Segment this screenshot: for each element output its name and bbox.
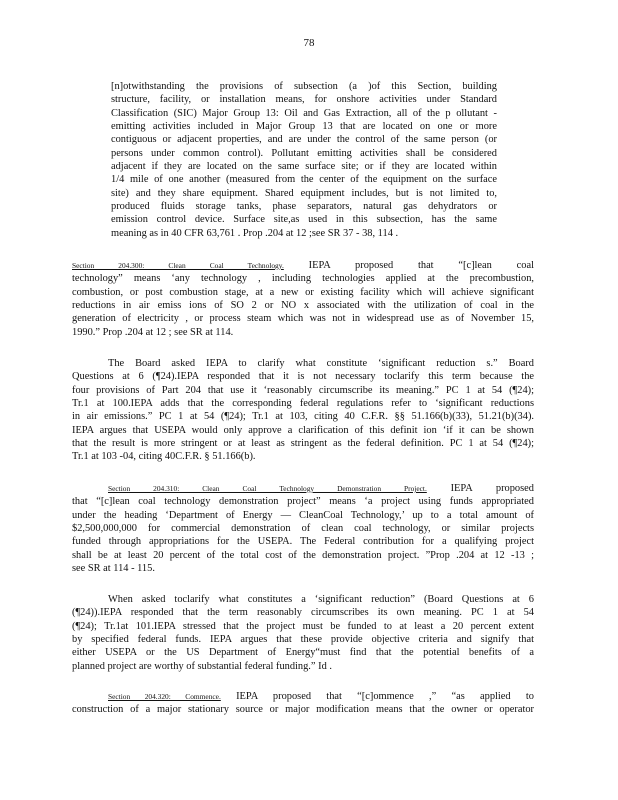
text-line: emission control device. Surface site,as used in this subsection, has the same (111, 214, 497, 226)
text-line: funded through appropriations for the USEPA. The Federal contribution for a qualifying project (72, 536, 534, 548)
section-204-310 (72, 482, 534, 575)
text-line: When asked toclarify what constitutes a ‘significant reduction” (Board Questions at 6 (108, 594, 534, 605)
text-line: adjacent if they are located on the same surface site; or if they are located within (111, 161, 497, 173)
text-line: IEPA argues that USEPA would only approve a clarification of this definit ion ‘if it can be shown (72, 424, 534, 436)
section-first-line (72, 482, 534, 495)
text-line: [n]otwithstanding the provisions of subsection (a )of this Section, building (111, 81, 497, 92)
section-204-320 (72, 690, 534, 717)
text-line: persons under common control). Pollutant emitting activities shall be considered (111, 147, 497, 159)
text-line: four provisions of Part 204 that use it ‘reasonably circumscribe its meaning.” PC 1 at 54 (¶24); (72, 384, 534, 396)
text-line: either USEPA or the US Department of Energy“must find that the potential benefits of a (72, 647, 534, 659)
paragraph-when-asked (72, 593, 534, 673)
text-line: in air emissions.” PC 1 at 54 (¶24); Tr.1 at 103, citing 40 C.F.R. §§ 51.166(b)(33), 51.21(b)(34). (72, 411, 534, 423)
text-line: emitting activities included in Major Group 13 that are located on one or more (111, 121, 497, 133)
text-line: technology” means ‘any technology , including technologies applied at the precombustion, (72, 273, 534, 285)
text-line: 1/4 mile of one another (measured from the center of the equipment on the surface (111, 174, 497, 186)
text-line: The Board asked IEPA to clarify what constitute ‘significant reduction s.” Board (108, 358, 534, 369)
text-line: (¶24)).IEPA responded that the term reasonably circumscribes its own meaning. PC 1 at 54 (72, 607, 534, 619)
text-line: see SR at 114 - 115. (72, 563, 155, 575)
section-first-line (72, 690, 534, 703)
text-line: construction of a major stationary source or major modification means that the owner or operator (72, 704, 534, 716)
text-line: Classification (SIC) Major Group 13: Oil and Gas Extraction, all of the p ollutant - (111, 107, 497, 119)
text-line: $2,500,000,000 for commercial demonstration of clean coal technology, or similar projects (72, 523, 534, 535)
text-line: 1990.” Prop .204 at 12 ; see SR at 114. (72, 326, 234, 338)
text-line: IEPA proposed that “[c]ommence ,” “as applied to (236, 691, 534, 702)
text-line: structure, facility, or installation means, for onshore activities under Standard (111, 94, 497, 106)
section-heading: Section 204.320: Commence. (108, 692, 221, 701)
text-line: that “[c]lean coal technology demonstration project” means ‘a project using funds appropriated (72, 496, 534, 508)
section-heading: Section 204.310: Clean Coal Technology Demonstration Project. (108, 484, 427, 493)
section-204-300 (72, 259, 534, 339)
text-line: Questions at 6 (¶24).IEPA responded that it is not necessary toclarify this term because the (72, 371, 534, 383)
text-line: Tr.1 at 103 -04, citing 40C.F.R. § 51.166(b). (72, 451, 256, 463)
text-line: IEPA proposed (450, 483, 534, 494)
text-line: reductions in air emiss ions of SO 2 or NO x associated with the utilization of coal in the (72, 300, 534, 312)
text-line: under the heading ‘Department of Energy — CleanCoal Technology,’ up to a total amount of (72, 509, 534, 521)
text-line: contiguous or adjacent properties, and are under the control of the same person (or (111, 134, 497, 146)
text-line: combustion, or post combustion stage, at a new or existing facility which will achieve significant (72, 286, 534, 298)
text-line: IEPA proposed that “[c]lean coal (308, 260, 534, 271)
page-number: 78 (303, 37, 315, 49)
text-line: produced fluids storage tanks, phase separators, natural gas dehydrators or (111, 201, 497, 213)
section-heading: Section 204.300: Clean Coal Technology. (72, 261, 284, 270)
quoted-definition (111, 80, 497, 240)
text-line: planned project are worthy of substantial federal funding.” Id . (72, 660, 332, 672)
text-line: shall be at least 20 percent of the total cost of the demonstration project. ”Prop .204 at 12 -13 ; (72, 549, 534, 561)
paragraph-board-asked (72, 357, 534, 464)
text-line: that the result is more stringent or at least as stringent as the federal definition. PC 1 at 54 (¶24); (72, 438, 534, 450)
text-line: (¶24); Tr.1at 101.IEPA stressed that the project must be funded to at least a 20 percent extent (72, 620, 534, 632)
text-line: site) and they share equipment. Shared equipment includes, but is not limited to, (111, 187, 497, 199)
section-first-line (72, 259, 534, 272)
text-line: Tr.1 at 100.IEPA adds that the corresponding federal regulations refer to ‘significant reductions (72, 398, 534, 410)
text-line: by specified federal funds. IEPA argues that these provide objective criteria and signify that (72, 634, 534, 646)
text-line: meaning as in 40 CFR 63,761 . Prop .204 at 12 ;see SR 37 - 38, 114 . (111, 227, 399, 239)
text-line: generation of electricity , or process steam which was not in widespread use as of November 15, (72, 313, 534, 325)
